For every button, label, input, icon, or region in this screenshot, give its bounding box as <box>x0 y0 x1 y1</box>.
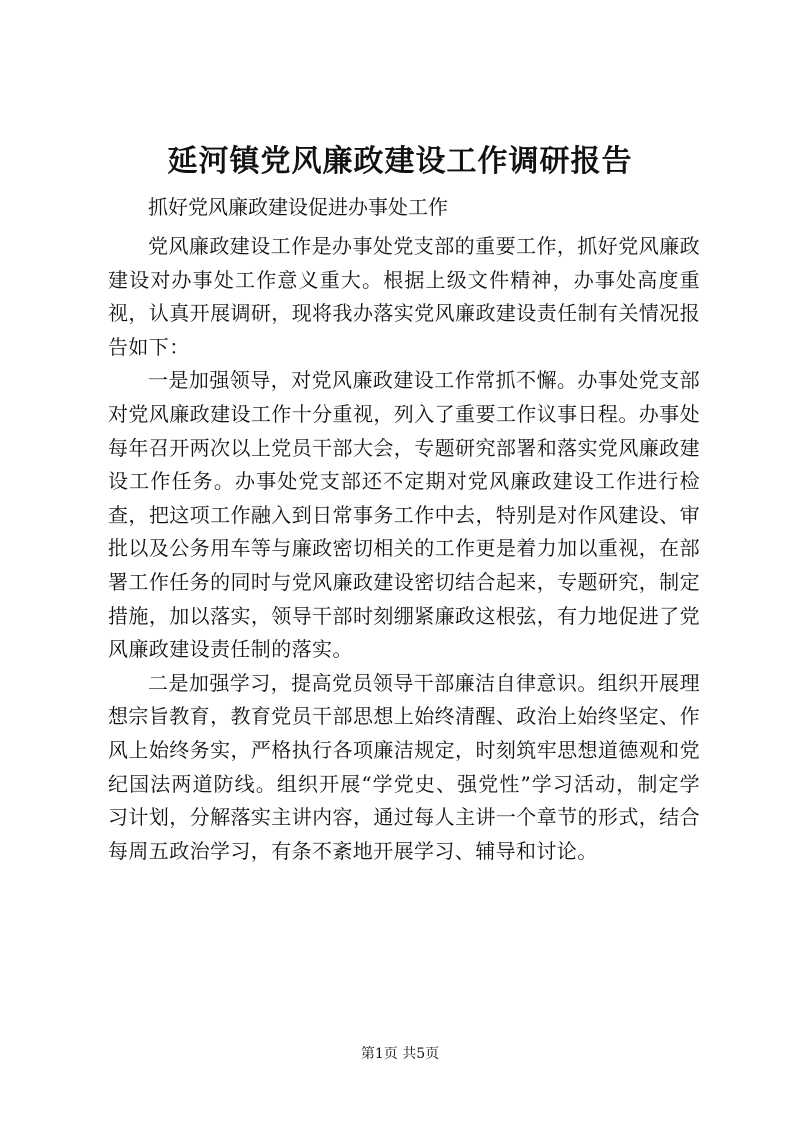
paragraph-intro: 党风廉政建设工作是办事处党支部的重要工作，抓好党风廉政建设对办事处工作意义重大。根据上级文件精神，办事处高度重视，认真开展调研，现将我办落实党风廉政建设责任制有关情况报告如下： <box>108 234 700 359</box>
document-title: 延河镇党风廉政建设工作调研报告 <box>167 144 633 179</box>
document-body <box>108 230 700 868</box>
paragraph-study: 二是加强学习，提高党员领导干部廉洁自律意识。组织开展理想宗旨教育，教育党员干部思想上始终清醒、政治上始终坚定、作风上始终务实，严格执行各项廉洁规定，时刻筑牢思想道德观和党纪国法两道防线。组织开展“学党史、强党性”学习活动，制定学习计划，分解落实主讲内容，通过每人主讲一个章节的形式，结合每周五政治学习，有条不紊地开展学习、辅导和讨论。 <box>108 670 700 863</box>
paragraph-leadership: 一是加强领导，对党风廉政建设工作常抓不懈。办事处党支部对党风廉政建设工作十分重视，列入了重要工作议事日程。办事处每年召开两次以上党员干部大会，专题研究部署和落实党风廉政建设工作任务。办事处党支部还不定期对党风廉政建设工作进行检查，把这项工作融入到日常事务工作中去，特别是对作风建设、审批以及公务用车等与廉政密切相关的工作更是着力加以重视，在部署工作任务的同时与党风廉政建设密切结合起来，专题研究，制定措施，加以落实，领导干部时刻绷紧廉政这根弦，有力地促进了党风廉政建设责任制的落实。 <box>108 368 700 662</box>
page-footer: 第1页 共5页 <box>360 1046 440 1062</box>
document-subtitle: 抓好党风廉政建设促进办事处工作 <box>148 195 448 219</box>
